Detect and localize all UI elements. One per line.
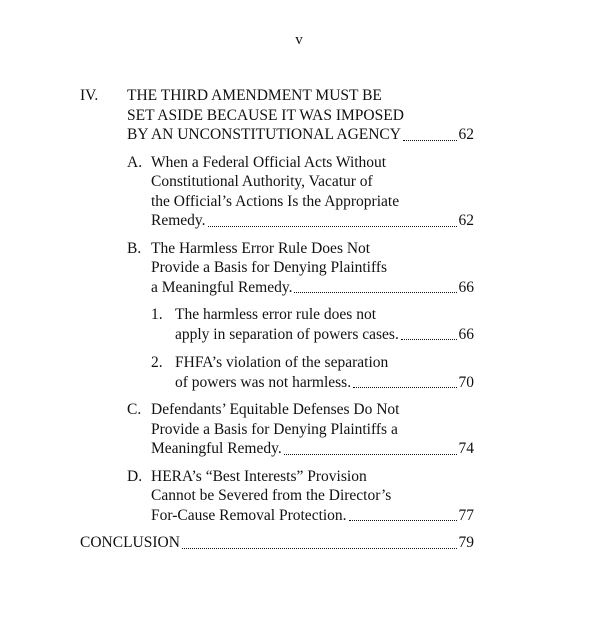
toc-entry-line: Defendants’ Equitable Defenses Do Not (151, 401, 400, 418)
dot-leader (353, 387, 456, 388)
toc-page-number: 66 (458, 278, 474, 296)
toc-entry-line: apply in separation of powers cases. (175, 325, 399, 343)
toc-entry-conclusion (80, 533, 474, 553)
toc-entry-leader-line (151, 211, 474, 231)
toc-entry-leader-line (175, 373, 474, 393)
toc-entry-line: For-Cause Removal Protection. (151, 506, 347, 524)
toc-entry-line: FHFA’s violation of the separation (175, 354, 389, 371)
toc-page-number: 62 (458, 212, 474, 229)
dot-leader (182, 548, 457, 549)
toc-entry-leader-line (151, 439, 474, 459)
toc-entry-label: IV. (80, 87, 99, 104)
toc-entry-line: THE THIRD AMENDMENT MUST BE (127, 87, 382, 104)
toc-entry-section-iv (80, 86, 474, 145)
toc-entry-line: The harmless error rule does not (175, 306, 377, 323)
toc-entry-line: SET ASIDE BECAUSE IT WAS IMPOSED (127, 106, 404, 124)
toc-entry-line: The Harmless Error Rule Does Not (151, 239, 371, 257)
toc-entry-label: D. (127, 467, 143, 485)
toc-page-number: 70 (458, 373, 474, 391)
toc-entry-line: Remedy. (151, 212, 206, 229)
toc-entry-leader-line (151, 506, 474, 526)
toc-page-number: 79 (458, 534, 474, 551)
toc-entry-label: C. (127, 401, 142, 418)
toc-entry-line: Cannot be Severed from the Director’s (151, 487, 392, 504)
toc-entry-leader-line (151, 278, 474, 298)
toc-page-number: 74 (458, 440, 474, 457)
toc-entry-sub-c (127, 400, 474, 459)
toc-entry-leader-line (127, 125, 474, 145)
toc-entry-sub-b2 (151, 353, 474, 392)
toc-entry-label: 1. (151, 306, 163, 323)
toc-entry-line: of powers was not harmless. (175, 373, 352, 391)
dot-leader (403, 140, 457, 141)
toc-page-number: 77 (458, 506, 474, 524)
toc-page-number: 62 (458, 126, 474, 143)
toc-entry-label: B. (127, 239, 142, 257)
table-of-contents (80, 86, 474, 553)
toc-entry-line: Provide a Basis for Denying Plaintiffs (151, 259, 388, 276)
toc-entry-label: A. (127, 153, 143, 171)
toc-entry-line: When a Federal Official Acts Without (151, 153, 387, 171)
dot-leader (284, 454, 457, 455)
toc-entry-sub-d (127, 467, 474, 526)
toc-entry-label: 2. (151, 354, 163, 371)
toc-entry-line: CONCLUSION (80, 534, 180, 551)
toc-entry-line: the Official’s Actions Is the Appropriate (151, 192, 400, 210)
toc-entry-line: BY AN UNCONSTITUTIONAL AGENCY (127, 126, 401, 143)
toc-entry-sub-b1 (151, 305, 474, 344)
toc-entry-line: HERA’s “Best Interests” Provision (151, 467, 367, 485)
dot-leader (401, 339, 457, 340)
toc-entry-leader-line (80, 533, 474, 553)
toc-entry-line: Constitutional Authority, Vacatur of (151, 173, 373, 190)
toc-entry-line: Provide a Basis for Denying Plaintiffs a (151, 420, 398, 438)
dot-leader (349, 520, 457, 521)
toc-page-number: 66 (458, 325, 474, 343)
toc-entry-leader-line (175, 325, 474, 345)
toc-entry-sub-b (127, 239, 474, 298)
page-number: v (295, 32, 303, 48)
toc-entry-sub-a (127, 153, 474, 231)
toc-entry-line: a Meaningful Remedy. (151, 278, 293, 296)
dot-leader (208, 226, 457, 227)
toc-entry-line: Meaningful Remedy. (151, 440, 282, 457)
dot-leader (294, 292, 456, 293)
